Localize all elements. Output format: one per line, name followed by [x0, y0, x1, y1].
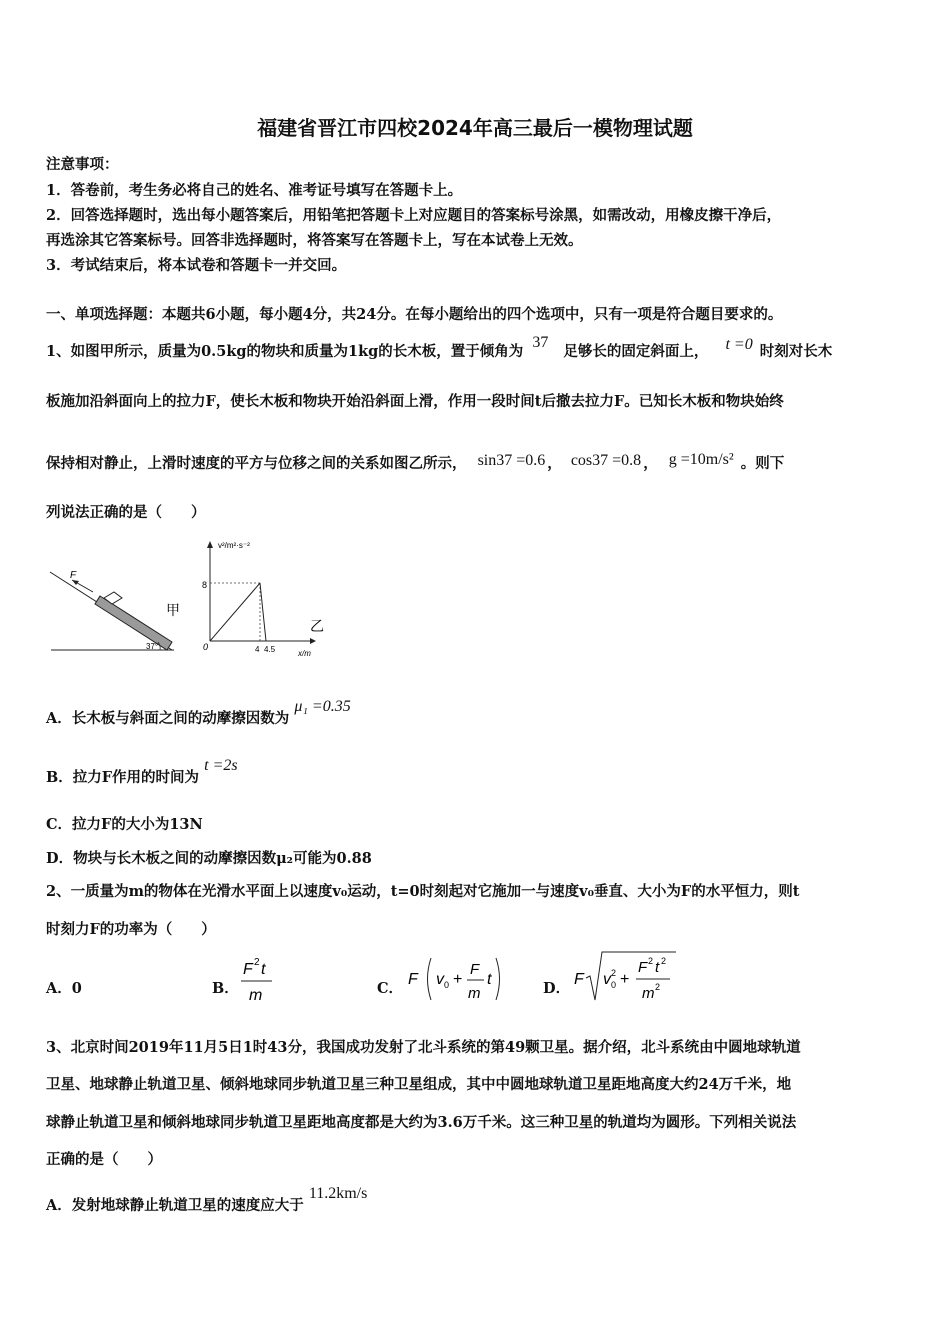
q2-option-c-formula — [404, 950, 506, 1008]
q1-text: 足够长的固定斜面上， — [563, 343, 709, 360]
svg-text:v: v — [436, 971, 444, 988]
force-label: F — [70, 570, 77, 581]
svg-text:m: m — [468, 985, 481, 1002]
q1-angle: 37 — [532, 334, 549, 351]
x-axis-arrow — [310, 638, 316, 644]
q1-sin: sin37 =0.6 — [477, 452, 546, 469]
q2-option-d: D． — [543, 980, 571, 997]
q1-text: 。则下 — [740, 455, 785, 472]
notice-item: 2．回答选择题时，选出每小题答案后，用铅笔把答题卡上对应题目的答案标号涂黑，如需改动，用橡皮擦干净后， — [46, 207, 782, 224]
series-line-up — [210, 583, 260, 641]
page-title: 福建省晋江市四校2024年高三最后一模物理试题 — [257, 116, 693, 140]
notice-heading: 注意事项： — [46, 156, 119, 173]
svg-text:+: + — [453, 971, 463, 988]
q1-line4: 列说法正确的是（ ） — [46, 504, 206, 521]
option-label: B．拉力F作用的时间为 — [46, 769, 200, 786]
svg-text:m: m — [249, 987, 263, 1004]
y-axis-arrow — [207, 541, 213, 548]
svg-text:2: 2 — [661, 956, 667, 966]
option-math: μ₁ =0.35 — [294, 698, 351, 715]
y-tick-label: 8 — [202, 580, 208, 590]
svg-text:2: 2 — [655, 982, 661, 992]
q2-option-b-formula — [236, 954, 280, 1008]
q2-line1: 2、一质量为m的物体在光滑水平面上以速度v₀运动，t=0时刻起对它施加一与速度v₀垂直、大小为F的水平恒力，则t — [46, 883, 800, 900]
x-tick-label: 4.5 — [264, 645, 276, 654]
long-board — [95, 596, 172, 650]
q2-option-b: B． — [212, 980, 239, 997]
x-axis-label: x/m — [298, 649, 311, 658]
q2-option-d-formula — [572, 948, 680, 1008]
q2-option-a: A．0 — [46, 980, 82, 997]
q1-option-c: C．拉力F的大小为13N — [46, 816, 203, 833]
q2-line2: 时刻力F的功率为（ ） — [46, 921, 216, 938]
q1-cos: cos37 =0.8 — [570, 452, 642, 469]
series-line-down — [260, 583, 266, 641]
q1-line3: 保持相对静止，上滑时速度的平方与位移之间的关系如图乙所示， sin37 =0.6 ， cos37 =0.8 ， g =10m/s² 。则下 — [46, 451, 785, 472]
label-yi: 乙 — [310, 618, 324, 634]
q1-text: 时刻对长木 — [759, 343, 833, 360]
svg-text:F: F — [243, 961, 253, 978]
svg-text:t: t — [261, 961, 266, 978]
option-label: A．长木板与斜面之间的动摩擦因数为 — [46, 710, 290, 727]
section-heading: 一、单项选择题：本题共6小题，每小题4分，共24分。在每小题给出的四个选项中，只有一项是符合题目要求的。 — [46, 306, 783, 323]
svg-text:m: m — [642, 985, 655, 1002]
option-math: t =2s — [204, 757, 238, 774]
q3-line4: 正确的是（ ） — [46, 1151, 162, 1168]
svg-text:t: t — [487, 971, 492, 988]
q3-line2: 卫星、地球静止轨道卫星、倾斜地球同步轨道卫星三种卫星组成，其中中圆地球轨道卫星距地高度大约24万千米，地 — [46, 1076, 792, 1093]
svg-text:F: F — [470, 961, 480, 978]
angle-label: 37° — [146, 642, 159, 651]
svg-text:v: v — [603, 971, 611, 988]
notice-item: 1．答卷前，考生务必将自己的姓名、准考证号填写在答题卡上。 — [46, 182, 463, 199]
y-axis-label: v²/m²·s⁻² — [218, 541, 250, 550]
q1-line1 — [46, 334, 833, 361]
q1-option-b — [46, 757, 238, 787]
option-label: A．发射地球静止轨道卫星的速度应大于 — [46, 1197, 304, 1214]
q3-line3: 球静止轨道卫星和倾斜地球同步轨道卫星距地高度都是大约为3.6万千米。这三种卫星的轨道均为圆形。下列相关说法 — [46, 1114, 797, 1131]
notice-item: 再选涂其它答案标号。回答非选择题时，将答案写在答题卡上，写在本试卷上无效。 — [46, 232, 583, 249]
q1-t0: t =0 — [725, 336, 753, 353]
q1-text: 1、如图甲所示，质量为0.5kg的物块和质量为1kg的长木板，置于倾角为 — [46, 343, 524, 360]
svg-text:2: 2 — [254, 957, 260, 968]
figure-graph — [198, 536, 330, 661]
figure-incline — [48, 562, 198, 654]
q1-g: g =10m/s² — [668, 451, 734, 468]
svg-text:0: 0 — [611, 980, 617, 990]
q2-option-c: C． — [377, 980, 404, 997]
q3-line1: 3、北京时间2019年11月5日1时43分，我国成功发射了北斗系统的第49颗卫星。据介绍，北斗系统由中圆地球轨道 — [46, 1039, 801, 1056]
q1-text: 保持相对静止，上滑时速度的平方与位移之间的关系如图乙所示， — [46, 455, 467, 472]
svg-text:F: F — [408, 971, 418, 988]
svg-text:+: + — [620, 971, 630, 988]
q1-option-a — [46, 698, 351, 728]
svg-text:F: F — [574, 971, 584, 988]
q1-option-d: D．物块与长木板之间的动摩擦因数μ₂可能为0.88 — [46, 850, 372, 867]
label-jia: 甲 — [166, 602, 180, 618]
svg-text:F: F — [638, 959, 648, 976]
svg-text:2: 2 — [648, 956, 654, 966]
svg-text:0: 0 — [444, 980, 450, 990]
origin-label: 0 — [203, 642, 209, 652]
option-math: 11.2km/s — [308, 1185, 368, 1202]
svg-text:2: 2 — [611, 968, 617, 978]
x-tick-label: 4 — [255, 645, 260, 654]
notice-item: 3．考试结束后，将本试卷和答题卡一并交回。 — [46, 257, 347, 274]
svg-text:t: t — [655, 959, 660, 976]
q1-line2: 板施加沿斜面向上的拉力F，使长木板和物块开始沿斜面上滑，作用一段时间t后撤去拉力F。已知长木板和物块始终 — [46, 393, 784, 410]
q3-option-a — [46, 1185, 368, 1215]
